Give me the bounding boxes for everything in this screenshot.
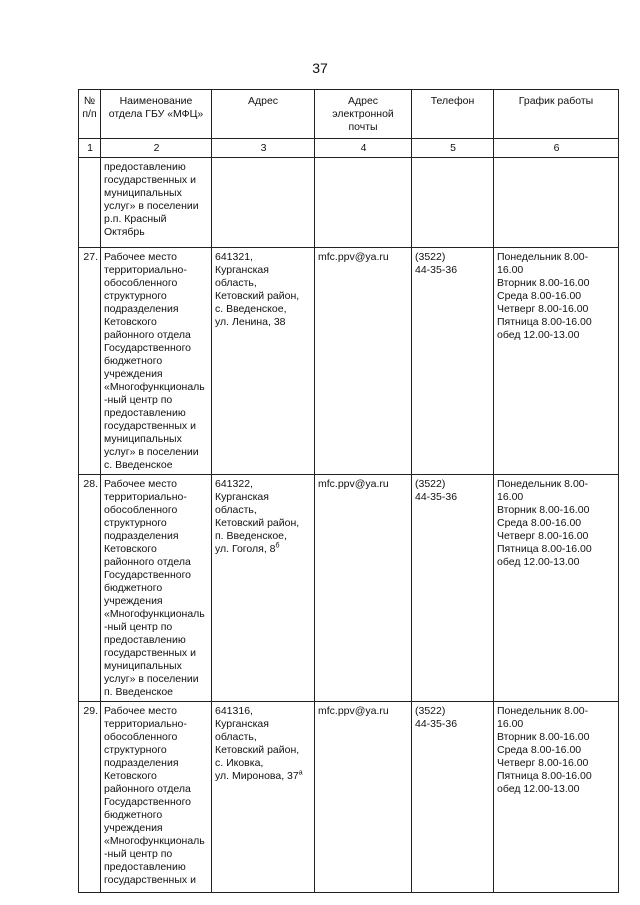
cell-email: mfc.ppv@ya.ru (315, 248, 412, 475)
column-number-row (79, 139, 619, 158)
header-num: № п/п (79, 90, 101, 139)
header-phone: Телефон (412, 90, 494, 139)
cell-schedule: Понедельник 8.00- 16.00 Вторник 8.00-16.00 Среда 8.00-16.00 Четверг 8.00-16.00 Пятница 8.00-16.00 обед 12.00-13.00 (494, 248, 619, 475)
cell-num: 27. (79, 248, 101, 475)
address-superscript: б (275, 542, 280, 550)
cell-schedule: Понедельник 8.00- 16.00 Вторник 8.00-16.00 Среда 8.00-16.00 Четверг 8.00-16.00 Пятница 8.00-16.00 обед 12.00-13.00 (494, 475, 619, 702)
table-row (79, 475, 619, 702)
cell-email: mfc.ppv@ya.ru (315, 475, 412, 702)
header-schedule: График работы (494, 90, 619, 139)
cell-num: 28. (79, 475, 101, 702)
column-number: 4 (315, 139, 412, 158)
cell-email: mfc.ppv@ya.ru (315, 702, 412, 893)
cell-address (212, 248, 315, 475)
cell-schedule (494, 158, 619, 248)
cell-phone: (3522) 44-35-36 (412, 475, 494, 702)
cell-num: 29. (79, 702, 101, 893)
table-row (79, 702, 619, 893)
cell-address (212, 475, 315, 702)
cell-phone (412, 158, 494, 248)
column-number: 2 (101, 139, 212, 158)
table-row (79, 248, 619, 475)
address-text: 641316, Курганская область, Кетовский район, с. Иковка, ул. Миронова, 37 (215, 705, 300, 782)
mfc-offices-table (78, 89, 619, 893)
header-address: Адрес (212, 90, 315, 139)
address-text: 641321, Курганская область, Кетовский район, с. Введенское, ул. Ленина, 38 (215, 251, 300, 328)
cell-phone: (3522) 44-35-36 (412, 702, 494, 893)
cell-name: Рабочее место территориально- обособленного структурного подразделения Кетовского районного отдела Государственного бюджетного учреждения «Многофункциональ -ный центр по предоставлению государственных и муниципальных услуг» в поселении с. Введенское (101, 248, 212, 475)
table-row-continued (79, 158, 619, 248)
column-number: 1 (79, 139, 101, 158)
cell-address (212, 702, 315, 893)
address-text: 641322, Курганская область, Кетовский район, п. Введенское, ул. Гоголя, 8 (215, 478, 300, 555)
page-number: 37 (312, 60, 328, 76)
cell-address (212, 158, 315, 248)
header-name: Наименование отдела ГБУ «МФЦ» (101, 90, 212, 139)
cell-phone: (3522) 44-35-36 (412, 248, 494, 475)
column-number: 3 (212, 139, 315, 158)
table-header-row (79, 90, 619, 139)
cell-name: Рабочее место территориально- обособленного структурного подразделения Кетовского районного отдела Государственного бюджетного учреждения «Многофункциональ -ный центр по предоставлению государственных и (101, 702, 212, 893)
column-number: 6 (494, 139, 619, 158)
header-email: Адрес электронной почты (315, 90, 412, 139)
cell-num (79, 158, 101, 248)
cell-schedule: Понедельник 8.00- 16.00 Вторник 8.00-16.00 Среда 8.00-16.00 Четверг 8.00-16.00 Пятница 8.00-16.00 обед 12.00-13.00 (494, 702, 619, 893)
address-superscript: а (298, 769, 303, 777)
cell-email (315, 158, 412, 248)
cell-name: Рабочее место территориально- обособленного структурного подразделения Кетовского районного отдела Государственного бюджетного учреждения «Многофункциональ -ный центр по предоставлению государственных и муниципальных услуг» в поселении п. Введенское (101, 475, 212, 702)
column-number: 5 (412, 139, 494, 158)
cell-name: предоставлению государственных и муниципальных услуг» в поселении р.п. Красный Октябрь (101, 158, 212, 248)
